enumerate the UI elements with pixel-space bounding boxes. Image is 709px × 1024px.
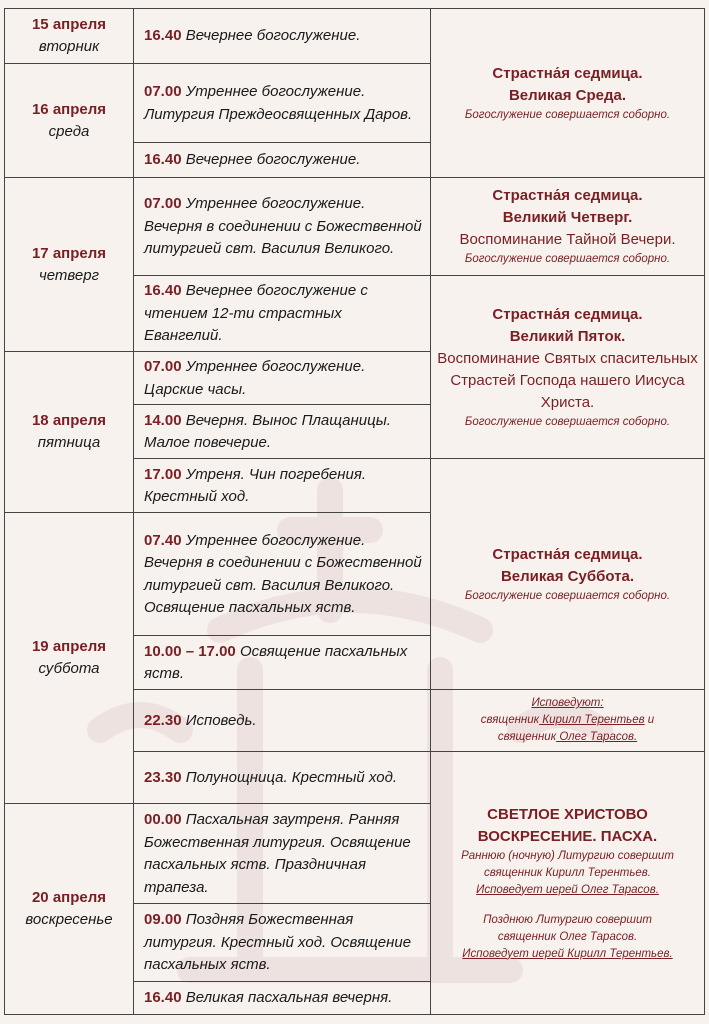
service-cell — [134, 459, 431, 513]
date-label: 15 апреля — [31, 16, 107, 33]
service-time: 16.40 — [144, 151, 182, 169]
service-time: 07.00 — [144, 358, 182, 375]
service-cell — [134, 690, 431, 752]
note-sobor: Богослужение совершается соборно. — [464, 108, 671, 121]
service-time: 22.30 — [144, 711, 182, 729]
date-cell — [5, 178, 134, 352]
easter-title: СВЕТЛОЕ ХРИСТОВО — [487, 805, 648, 823]
service-text: Вечерня. Вынос Плащаницы. Малое повечерие. — [144, 411, 391, 451]
confession-heading: Исповедуют: — [531, 697, 604, 709]
service-cell — [134, 982, 431, 1015]
service-time: 07.00 — [144, 83, 182, 100]
note-sobor: Богослужение совершается соборно. — [464, 253, 671, 265]
confession-rank: священник — [480, 714, 540, 726]
note-title: Страстна́я седмица. — [492, 187, 643, 204]
confession-priest-name: Кирилл Терентьев — [539, 714, 645, 726]
service-text: Освящение пасхальных яств. — [144, 642, 408, 682]
service-text: Исповедь. — [185, 711, 257, 729]
note-day: Великий Пяток. — [509, 327, 626, 345]
service-time: 10.00 – 17.00 — [144, 642, 236, 660]
date-cell — [5, 64, 134, 178]
service-time: 16.40 — [144, 989, 182, 1007]
service-cell — [134, 804, 431, 904]
date-cell — [5, 352, 134, 513]
service-text: Утреннее богослужение. Вечерня в соединении с Божественной литургией свт. Василия Великого. Освящение пасхальных яств. — [144, 531, 422, 616]
note-remembrance: Воспоминание Тайной Вечери. — [459, 231, 676, 248]
easter-title: ВОСКРЕСЕНИЕ. ПАСХА. — [477, 827, 658, 845]
note-day: Великая Среда. — [508, 86, 627, 104]
service-cell — [134, 405, 431, 459]
confession-rank: священник — [497, 731, 557, 743]
date-label: 18 апреля — [31, 412, 107, 429]
service-cell — [134, 143, 431, 178]
service-text: Вечернее богослужение. — [185, 27, 361, 45]
easter-early-confessor: Исповедует иерей Олег Тарасов. — [476, 883, 659, 896]
service-cell — [134, 636, 431, 690]
service-text: Утреннее богослужение. Вечерня в соединении с Божественной литургией свт. Василия Великого. — [144, 195, 422, 258]
note-great-wednesday — [431, 9, 705, 178]
note-easter — [431, 752, 705, 1015]
service-text: Великая пасхальная вечерня. — [185, 989, 393, 1007]
service-time: 17.00 — [144, 465, 182, 483]
date-cell — [5, 513, 134, 804]
note-sobor: Богослужение совершается соборно. — [464, 589, 671, 602]
service-text: Поздняя Божественная литургия. Крестный ход. Освящение пасхальных яств. — [144, 911, 412, 974]
service-cell — [134, 276, 431, 352]
service-time: 09.00 — [144, 911, 182, 929]
service-cell — [134, 752, 431, 804]
date-label: 20 апреля — [31, 889, 107, 906]
service-cell — [134, 9, 431, 64]
service-text: Вечернее богослужение. — [185, 151, 361, 169]
service-time: 14.00 — [144, 411, 182, 429]
weekday-label: вторник — [38, 38, 100, 55]
weekday-label: суббота — [38, 660, 100, 677]
service-time: 16.40 — [144, 27, 182, 45]
confession-conjunction: и — [644, 714, 655, 726]
service-time: 16.40 — [144, 282, 182, 300]
easter-early-liturgy: Раннюю (ночную) Литургию совершит — [461, 849, 674, 862]
service-time: 00.00 — [144, 811, 182, 828]
easter-late-priest: священник Олег Тарасов. — [497, 930, 638, 943]
schedule-table — [4, 8, 705, 1015]
service-text: Пасхальная заутреня. Ранняя Божественная литургия. Освящение пасхальных яств. Праздничная трапеза. — [144, 811, 411, 896]
note-day: Великий Четверг. — [502, 209, 633, 226]
weekday-label: среда — [48, 122, 90, 140]
note-title: Страстна́я седмица. — [492, 545, 643, 563]
note-confession — [431, 690, 705, 752]
note-great-saturday — [431, 459, 705, 690]
service-cell — [134, 64, 431, 143]
date-label: 19 апреля — [31, 638, 107, 655]
easter-early-priest: священник Кирилл Терентьев. — [483, 866, 651, 879]
weekday-label: четверг — [38, 266, 99, 284]
note-great-friday — [431, 276, 705, 459]
service-text: Полунощница. Крестный ход. — [185, 768, 398, 786]
service-text: Утреня. Чин погребения. Крестный ход. — [144, 465, 367, 505]
service-time: 07.00 — [144, 195, 182, 213]
date-cell — [5, 804, 134, 1015]
note-day: Великая Суббота. — [500, 567, 635, 585]
note-great-thursday — [431, 178, 705, 276]
note-title: Страстна́я седмица. — [492, 64, 643, 82]
note-title: Страстна́я седмица. — [492, 305, 643, 323]
service-text: Вечернее богослужение с чтением 12-ти страстных Евангелий. — [144, 282, 368, 345]
note-remembrance: Воспоминание Святых спасительных Страстей Господа нашего Иисуса Христа. — [437, 349, 698, 411]
service-time: 23.30 — [144, 768, 182, 786]
weekday-label: пятница — [37, 434, 101, 451]
easter-late-liturgy: Позднюю Литургию совершит — [483, 913, 652, 926]
weekday-label: воскресенье — [25, 911, 113, 928]
date-label: 16 апреля — [31, 100, 107, 118]
service-cell — [134, 352, 431, 405]
confession-priest-name: Олег Тарасов. — [556, 731, 638, 743]
service-time: 07.40 — [144, 531, 182, 549]
service-cell — [134, 513, 431, 636]
service-text: Утреннее богослужение. Литургия Преждеосвященных Даров. — [144, 83, 413, 123]
service-cell — [134, 904, 431, 982]
date-cell — [5, 9, 134, 64]
easter-late-confessor: Исповедует иерей Кирилл Терентьев. — [462, 947, 673, 960]
note-sobor: Богослужение совершается соборно. — [464, 415, 671, 428]
date-label: 17 апреля — [31, 244, 107, 262]
service-cell — [134, 178, 431, 276]
service-text: Утреннее богослужение. Царские часы. — [144, 358, 366, 398]
